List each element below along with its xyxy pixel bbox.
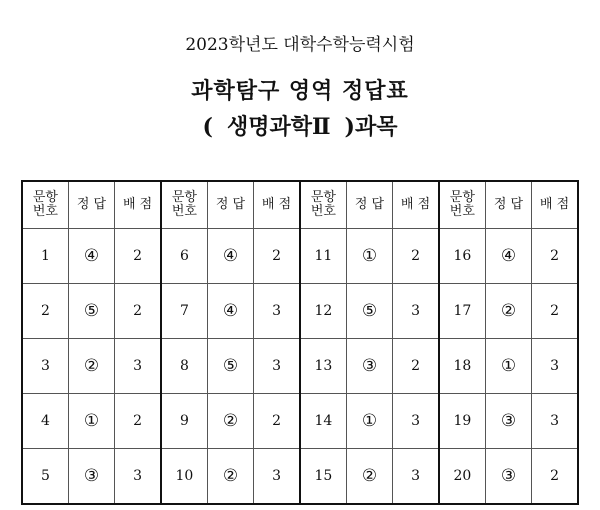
question-number: 16 [439,229,485,284]
points-cell: 2 [532,449,578,505]
points-cell: 2 [393,339,439,394]
header-number: 문항 번호 [22,181,68,229]
answer-cell: ④ [68,229,114,284]
question-number: 20 [439,449,485,505]
header-number: 문항 번호 [161,181,207,229]
question-number: 12 [300,284,346,339]
table-row [22,339,578,394]
points-cell: 3 [115,339,161,394]
question-number: 19 [439,394,485,449]
answer-cell: ③ [485,394,531,449]
header-points: 배 점 [393,181,439,229]
points-cell: 2 [115,284,161,339]
answer-key-table [21,180,579,505]
answer-cell: ① [346,394,392,449]
answer-cell: ② [207,394,253,449]
points-cell: 2 [254,394,300,449]
answer-cell: ③ [346,339,392,394]
header-answer: 정 답 [346,181,392,229]
points-cell: 3 [254,339,300,394]
question-number: 6 [161,229,207,284]
question-number: 7 [161,284,207,339]
answer-cell: ⑤ [68,284,114,339]
subject-name: 생명과학Ⅱ [226,114,331,140]
points-cell: 2 [393,229,439,284]
answer-cell: ② [207,449,253,505]
answer-cell: ① [346,229,392,284]
header-answer: 정 답 [207,181,253,229]
header-answer: 정 답 [485,181,531,229]
question-number: 1 [22,229,68,284]
question-number: 14 [300,394,346,449]
subject-paren-open: ( [202,114,213,140]
header-points: 배 점 [254,181,300,229]
answer-cell: ③ [68,449,114,505]
points-cell: 3 [393,394,439,449]
answer-cell: ④ [207,229,253,284]
question-number: 18 [439,339,485,394]
question-number: 2 [22,284,68,339]
question-number: 4 [22,394,68,449]
table-row [22,449,578,505]
table-row [22,284,578,339]
subject-paren-close: )과목 [344,114,398,140]
answer-table-header-row [22,181,578,229]
answer-cell: ⑤ [346,284,392,339]
header-number: 문항 번호 [300,181,346,229]
question-number: 13 [300,339,346,394]
section-title: 과학탐구 영역 정답표 [191,78,409,104]
answer-cell: ② [346,449,392,505]
points-cell: 3 [254,449,300,505]
answer-cell: ① [485,339,531,394]
answer-cell: ② [485,284,531,339]
question-number: 15 [300,449,346,505]
points-cell: 2 [532,284,578,339]
points-cell: 3 [115,449,161,505]
header-points: 배 점 [115,181,161,229]
points-cell: 3 [393,449,439,505]
subject-line [0,110,600,141]
table-row [22,229,578,284]
points-cell: 2 [115,229,161,284]
header-number: 문항 번호 [439,181,485,229]
exam-title: 2023학년도 대학수학능력시험 [185,35,415,55]
question-number: 9 [161,394,207,449]
question-number: 5 [22,449,68,505]
question-number: 3 [22,339,68,394]
points-cell: 2 [532,229,578,284]
answer-cell: ① [68,394,114,449]
answer-cell: ③ [485,449,531,505]
question-number: 11 [300,229,346,284]
header-answer: 정 답 [68,181,114,229]
points-cell: 3 [254,284,300,339]
points-cell: 3 [532,339,578,394]
header-points: 배 점 [532,181,578,229]
points-cell: 3 [532,394,578,449]
question-number: 10 [161,449,207,505]
table-row [22,394,578,449]
answer-cell: ④ [207,284,253,339]
answer-cell: ② [68,339,114,394]
answer-cell: ⑤ [207,339,253,394]
answer-cell: ④ [485,229,531,284]
points-cell: 3 [393,284,439,339]
points-cell: 2 [254,229,300,284]
points-cell: 2 [115,394,161,449]
question-number: 17 [439,284,485,339]
question-number: 8 [161,339,207,394]
